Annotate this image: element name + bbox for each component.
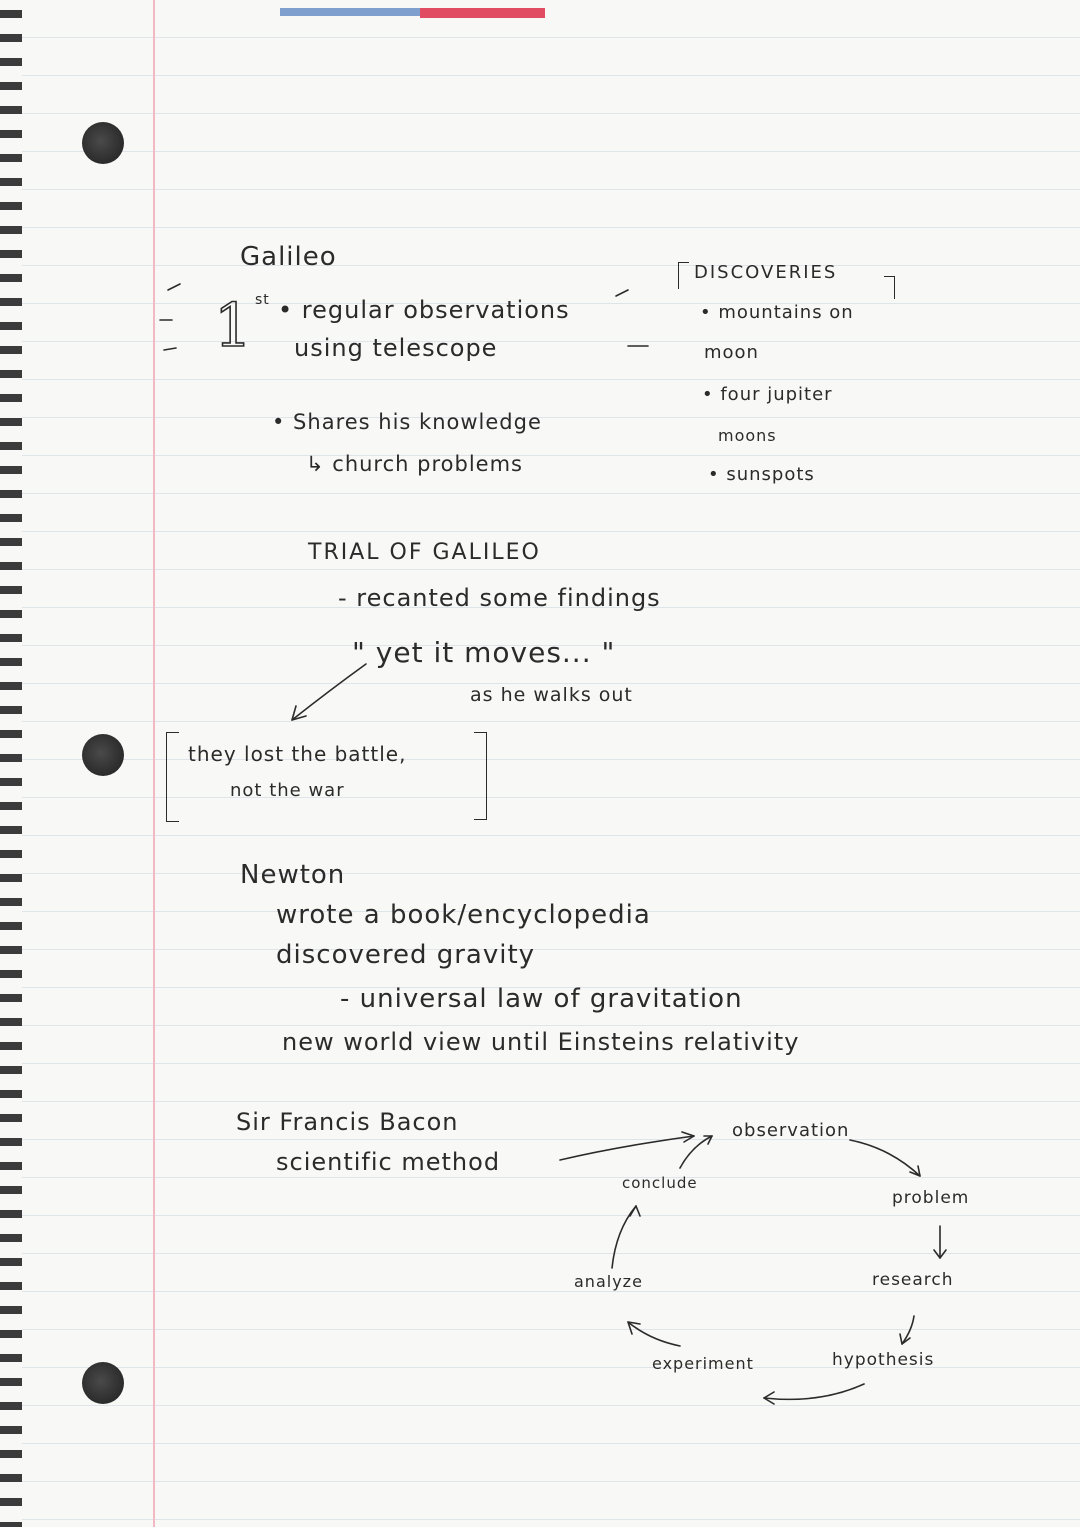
battle-line1: they lost the battle, bbox=[188, 742, 407, 766]
dash-mark bbox=[616, 290, 628, 296]
galileo-observations: • regular observations bbox=[278, 296, 570, 324]
trial-recanted: - recanted some findings bbox=[338, 584, 661, 612]
cycle-analyze: analyze bbox=[574, 1272, 643, 1291]
newton-law: - universal law of gravitation bbox=[340, 984, 743, 1014]
bacon-heading: Sir Francis Bacon bbox=[236, 1108, 459, 1136]
discovery-moon: moon bbox=[704, 342, 759, 363]
galileo-shares: • Shares his knowledge bbox=[272, 410, 542, 434]
cycle-research: research bbox=[872, 1270, 954, 1290]
cycle-experiment: experiment bbox=[652, 1354, 754, 1373]
galileo-heading: Galileo bbox=[240, 242, 337, 272]
newton-book: wrote a book/encyclopedia bbox=[276, 900, 651, 930]
discovery-mountains: • mountains on bbox=[700, 302, 854, 323]
discoveries-heading: DISCOVERIES bbox=[694, 262, 838, 283]
discovery-jupiter: • four jupiter bbox=[702, 384, 833, 405]
newton-worldview: new world view until Einsteins relativity bbox=[282, 1028, 800, 1056]
cycle-arrow-experiment bbox=[628, 1322, 680, 1346]
dash-mark bbox=[168, 284, 180, 290]
first-suffix: st bbox=[255, 292, 270, 308]
battle-line2: not the war bbox=[230, 780, 345, 801]
trial-walks-out: as he walks out bbox=[470, 684, 633, 706]
cycle-conclude: conclude bbox=[622, 1174, 698, 1192]
quote-arrow bbox=[292, 664, 366, 720]
discovery-moons: moons bbox=[718, 426, 777, 445]
first-numeral: 1 bbox=[214, 291, 253, 361]
cycle-problem: problem bbox=[892, 1188, 970, 1208]
dash-mark bbox=[164, 348, 176, 350]
trial-quote: " yet it moves... " bbox=[352, 636, 616, 669]
bacon-method: scientific method bbox=[276, 1148, 501, 1176]
newton-gravity: discovered gravity bbox=[276, 940, 536, 970]
galileo-church: ↳ church problems bbox=[306, 452, 523, 476]
trial-heading: TRIAL OF GALILEO bbox=[308, 540, 541, 565]
cycle-arrow-analyze bbox=[612, 1206, 636, 1268]
cycle-arrow-observation bbox=[850, 1140, 920, 1176]
galileo-telescope: using telescope bbox=[294, 334, 498, 362]
discovery-sunspots: • sunspots bbox=[708, 464, 815, 485]
cycle-arrow-hypothesis bbox=[764, 1384, 864, 1399]
cycle-observation: observation bbox=[732, 1120, 850, 1141]
method-arrow bbox=[560, 1136, 694, 1160]
cycle-hypothesis: hypothesis bbox=[832, 1350, 935, 1370]
newton-heading: Newton bbox=[240, 860, 346, 890]
